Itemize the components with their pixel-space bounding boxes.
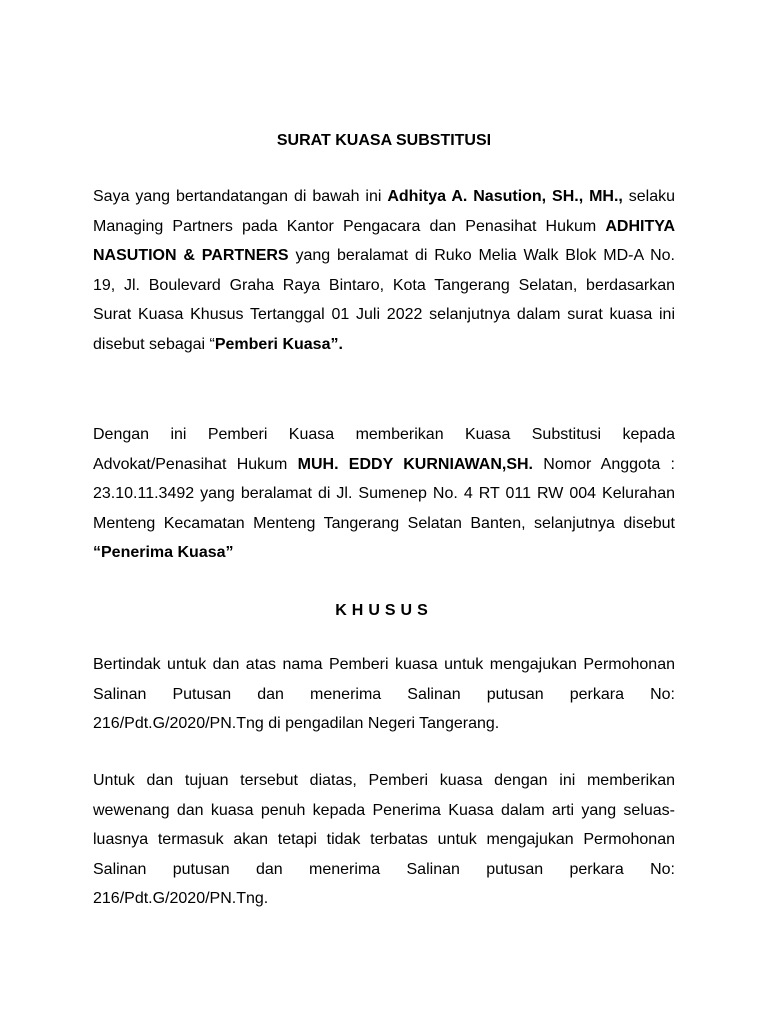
p1-text-3: yang beralamat di Ruko Melia Walk Blok MD-A No. 19, Jl. Boulevard Graha Raya Bintaro, Kota Tangerang Selatan, berdasarkan Surat Kuasa Khusus Tertanggal 01 Juli 2022 selanjutnya dalam surat kuasa ini disebut sebagai “ xyxy=(93,247,675,353)
p1-bold-name: Adhitya A. Nasution, SH., MH., xyxy=(387,188,623,205)
p1-bold-firm: ADHITYA NASUTION & PARTNERS xyxy=(93,217,675,264)
p1-text-1: Saya yang bertandatangan di bawah ini xyxy=(93,188,388,205)
p2-bold-name: MUH. EDDY KURNIAWAN,SH. xyxy=(297,455,534,473)
p2-text-1: Dengan ini Pemberi Kuasa memberikan Kuasa Substitusi kepada Advokat/Penasihat Hukum xyxy=(93,426,675,473)
p2-text-2: Nomor Anggota : 23.10.11.3492 yang beralamat di Jl. Sumenep No. 4 RT 011 RW 004 Kelurahan Menteng Kecamatan Menteng Tangerang Selatan Banten, selanjutnya disebut xyxy=(93,455,676,532)
paragraph-pemberi-kuasa xyxy=(93,182,675,359)
p1-bold-pemberi-kuasa: Pemberi Kuasa”. xyxy=(214,335,343,353)
p1-text-2: selaku Managing Partners pada Kantor Pengacara dan Penasihat Hukum xyxy=(93,188,676,235)
paragraph-bertindak: Bertindak untuk dan atas nama Pemberi kuasa untuk mengajukan Permohonan Salinan Putusan dan menerima Salinan putusan perkara No: 216/Pdt.G/2020/PN.Tng di pengadilan Negeri Tangerang. xyxy=(93,656,675,732)
paragraph-penerima-kuasa xyxy=(93,420,675,568)
paragraph-wewenang: Untuk dan tujuan tersebut diatas, Pemberi kuasa dengan ini memberikan wewenang dan kuasa penuh kepada Penerima Kuasa dalam arti yang seluas-luasnya termasuk akan tetapi tidak terbatas untuk mengajukan Permohonan Salinan putusan dan menerima Salinan putusan perkara No: 216/Pdt.G/2020/PN.Tng. xyxy=(93,772,675,907)
document-title: SURAT KUASA SUBSTITUSI xyxy=(276,132,492,149)
p2-bold-penerima-kuasa: “Penerima Kuasa” xyxy=(93,544,234,561)
heading-khusus: KHUSUS xyxy=(335,602,433,619)
